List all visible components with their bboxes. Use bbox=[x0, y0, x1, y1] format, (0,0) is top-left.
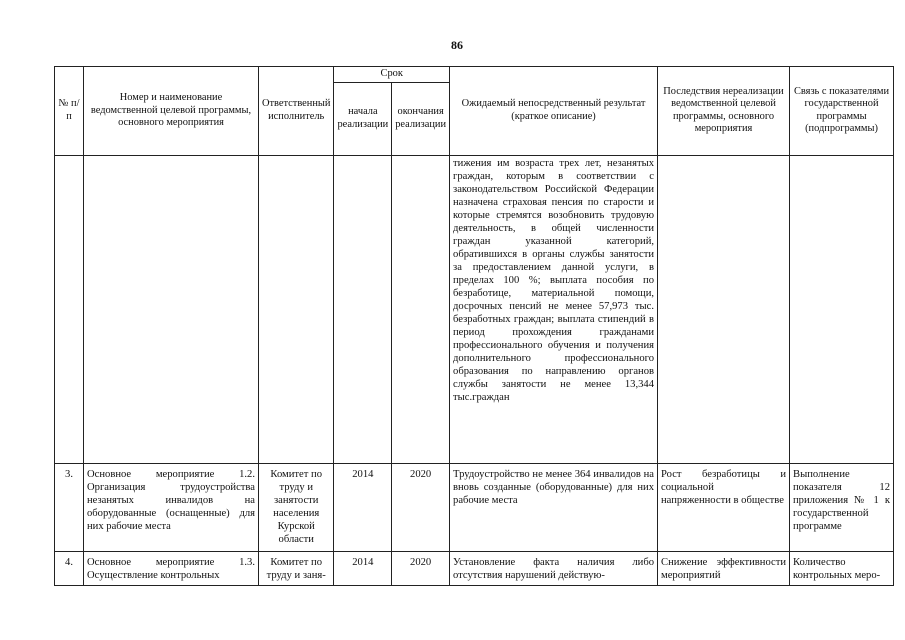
cell-result: Трудоустройство не менее 364 инвалидов на вновь созданные (оборудованные) для них рабочие места bbox=[450, 463, 658, 551]
cell-consequences: Снижение эффективности мероприятий bbox=[658, 551, 790, 585]
cell-result: тижения им возраста трех лет, незанятых граждан, которым в соответствии с законодательством Российской Федерации назначена страховая пенсия по старости и которые стремятся возобновить трудовую деятельность, в общей численности граждан указанной категорий, обратившихся в органы службы занятости за предоставлением данной услуги, в пределах 100 %; выплата пособия по безработице, материальной помощи, досрочных пенсий не менее 57,973 тыс. безработных граждан; выплата стипендий в период прохождения гражданами профессионального обучения и получения дополнительного профессионального образования по направлению органов службы занятости не менее 13,344 тыс.граждан bbox=[450, 155, 658, 463]
header-name: Номер и наименование ведомственной целевой программы, основного мероприятия bbox=[84, 67, 259, 156]
cell-empty bbox=[84, 155, 259, 463]
cell-empty bbox=[392, 155, 450, 463]
table-row bbox=[55, 551, 894, 585]
cell-consequences: Рост безработицы и социальной напряженности в обществе bbox=[658, 463, 790, 551]
page-number: 86 bbox=[451, 38, 463, 52]
cell-link: Количество контрольных меро- bbox=[790, 551, 894, 585]
cell-responsible: Комитет по труду и заня- bbox=[259, 551, 334, 585]
cell-end: 2020 bbox=[392, 551, 450, 585]
cell-start: 2014 bbox=[334, 551, 392, 585]
table-row-continuation bbox=[55, 155, 894, 463]
header-end: окончания реализации bbox=[392, 82, 450, 155]
header-consequences: Последствия нереализации ведомственной целевой программы, основного мероприятия bbox=[658, 67, 790, 156]
cell-num: 3. bbox=[55, 463, 84, 551]
header-num: № п/п bbox=[55, 67, 84, 156]
cell-name: Основное мероприятие 1.3. Осуществление контрольных bbox=[84, 551, 259, 585]
header-responsible: Ответственный исполнитель bbox=[259, 67, 334, 156]
header-result: Ожидаемый непосредственный результат (краткое описание) bbox=[450, 67, 658, 156]
header-term: Срок bbox=[334, 67, 450, 83]
header-row-1 bbox=[55, 67, 894, 83]
cell-num: 4. bbox=[55, 551, 84, 585]
header-link: Связь с показателями государственной программы (подпрограммы) bbox=[790, 67, 894, 156]
cell-empty bbox=[55, 155, 84, 463]
cell-empty bbox=[790, 155, 894, 463]
cell-empty bbox=[658, 155, 790, 463]
program-table bbox=[54, 66, 894, 586]
cell-result: Установление факта наличия либо отсутствия нарушений действую- bbox=[450, 551, 658, 585]
cell-responsible: Комитет по труду и занятости населения Курской области bbox=[259, 463, 334, 551]
cell-link: Выполнение показателя 12 приложения № 1 к государственной программе bbox=[790, 463, 894, 551]
table-row bbox=[55, 463, 894, 551]
cell-name: Основное мероприятие 1.2. Организация трудоустройства незанятых инвалидов на оборудованные (оснащенные) для них рабочие места bbox=[84, 463, 259, 551]
header-start: начала реализации bbox=[334, 82, 392, 155]
cell-empty bbox=[334, 155, 392, 463]
cell-end: 2020 bbox=[392, 463, 450, 551]
cell-start: 2014 bbox=[334, 463, 392, 551]
cell-empty bbox=[259, 155, 334, 463]
